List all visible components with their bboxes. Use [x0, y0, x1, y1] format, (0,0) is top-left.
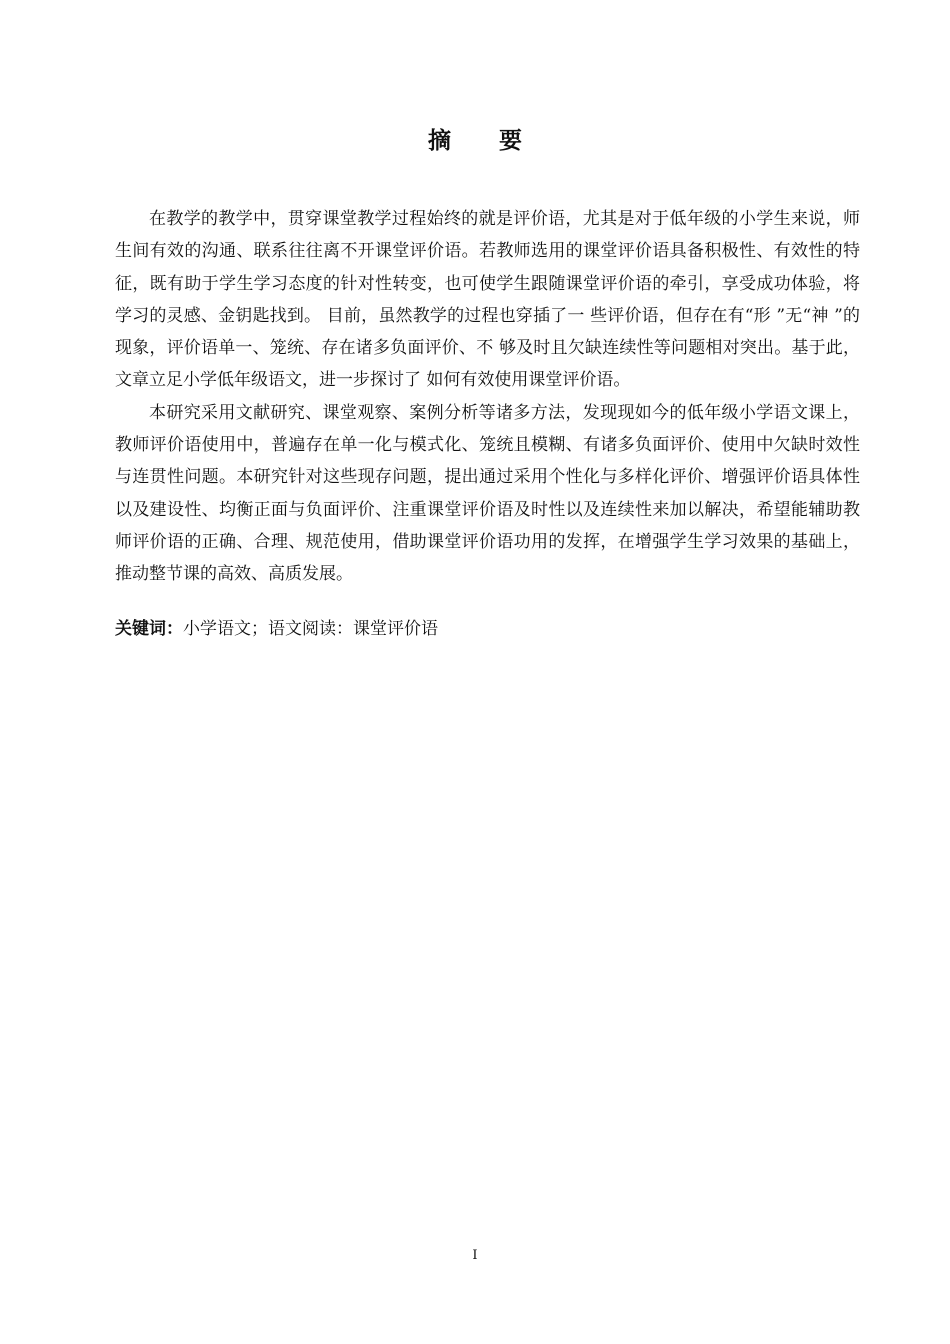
keywords-line [115, 613, 860, 645]
abstract-body [115, 203, 860, 645]
abstract-paragraph-2: 本研究采用文献研究、课堂观察、案例分析等诸多方法，发现现如今的低年级小学语文课上，教师评价语使用中，普遍存在单一化与模式化、笼统且模糊、有诸多负面评价、使用中欠缺时效性与连贯性问题。本研究针对这些现存问题，提出通过采用个性化与多样化评价、增强评价语具体性以及建设性、均衡正面与负面评价、注重课堂评价语及时性以及连续性来加以解决，希望能辅助教师评价语的正确、合理、规范使用，借助课堂评价语功用的发挥，在增强学生学习效果的基础上，推动整节课的高效、高质发展。 [115, 402, 860, 585]
page-number: I [472, 1248, 478, 1263]
abstract-paragraph-1: 在教学的教学中，贯穿课堂教学过程始终的就是评价语，尤其是对于低年级的小学生来说，师生间有效的沟通、联系往往离不开课堂评价语。若教师选用的课堂评价语具备积极性、有效性的特征，既有助于学生学习态度的针对性转变，也可使学生跟随课堂评价语的牵引，享受成功体验，将学习的灵感、金钥匙找到。 目前，虽然教学的过程也穿插了一 些评价语，但存在有“形 ”无“神 ”的现象，评价语单一、笼统、存在诸多负面评价、不 够及时且欠缺连续性等问题相对突出。基于此，文章立足小学低年级语文，进一步探讨了 如何有效使用课堂评价语。 [115, 209, 860, 391]
keywords-value: 小学语文；语文阅读：课堂评价语 [183, 618, 438, 639]
keywords-label: 关键词： [115, 618, 183, 639]
abstract-title: 摘 要 [427, 128, 542, 154]
